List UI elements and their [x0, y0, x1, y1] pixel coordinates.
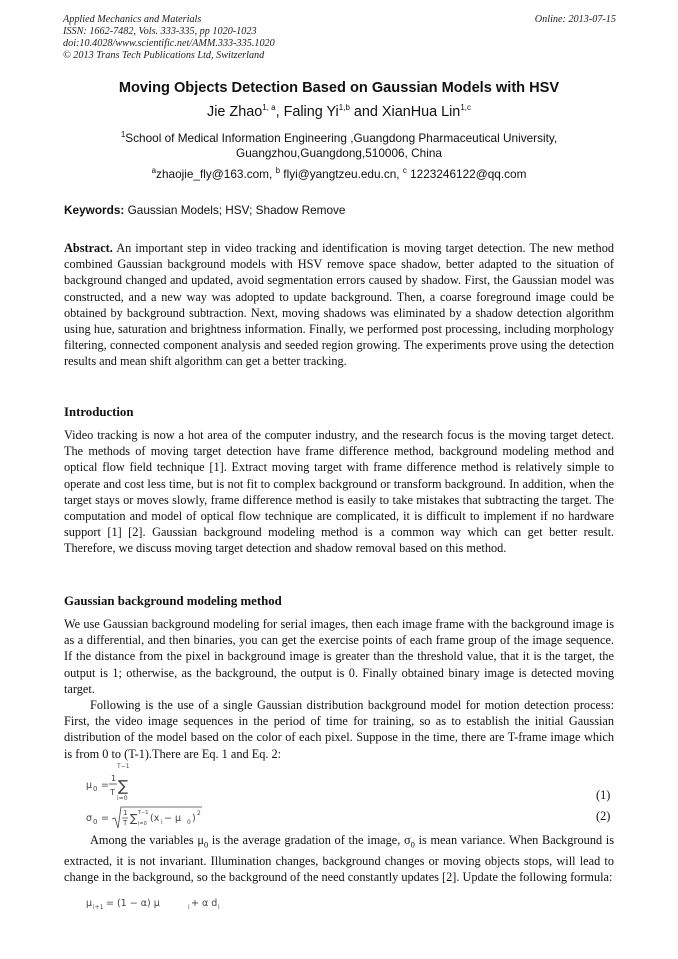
- keywords-text: Gaussian Models; HSV; Shadow Remove: [124, 203, 346, 217]
- eq3-mu: μ: [86, 898, 93, 909]
- journal-doi: doi:10.4028/www.scientific.net/AMM.333-335.1020: [63, 38, 275, 49]
- keywords: [64, 203, 614, 217]
- paper-title: Moving Objects Detection Based on Gaussian Models with HSV: [118, 80, 560, 96]
- eq1-equals: =: [101, 780, 109, 791]
- eq2-sub-0: 0: [187, 819, 191, 826]
- eq2-sub-i: i: [161, 819, 163, 826]
- gaussian-paragraph-1: We use Gaussian background modeling for serial images, then each image frame with the background image is as a differential, and then binaries, you can get the exercise points of each frame group of the image sequence. If the distance from the pixel in background image is greater than the threshold value, that it is the target, the output is 1; otherwise, as the background, the output is 0. Finally obtained binary image is detected moving target.: [64, 617, 614, 696]
- p3-part-c: is mean variance. When Background is extracted, it is not invariant. Illumination changes, background changes or moving objects stops, will lead to change in the background, so the background of the need constantly updates [2]. Update the following formula:: [64, 833, 615, 884]
- author-list: [0, 104, 678, 120]
- eq2-frac-den: T: [123, 819, 128, 827]
- eq1-lower: i=0: [117, 795, 128, 802]
- equation-1-number: (1): [596, 788, 611, 802]
- equation-3: [84, 894, 244, 912]
- journal-copyright: © 2013 Trans Tech Publications Ltd, Switzerland: [63, 50, 265, 61]
- author-2: Faling Yi: [283, 104, 339, 120]
- email-c[interactable]: 1223246122@qq.com: [406, 167, 527, 181]
- p3-part-a: Among the variables μ: [90, 833, 204, 847]
- eq2-close: ): [192, 813, 196, 824]
- email-mark-c: c: [402, 166, 407, 176]
- journal-name: Applied Mechanics and Materials: [63, 14, 202, 25]
- equation-2-number: (2): [596, 809, 611, 823]
- introduction-text: Video tracking is now a hot area of the computer industry, and the research focus is the moving target detect. The methods of moving target detection have frame difference method, background modeling method and optical flow field technique [1]. Extract moving target with frame difference method is relatively simple to operate and cost less time, but is not fit to complex background or transform background. In addition, when the target stays or moves slowly, frame difference method is easily to take mistakes that subtracting the target. The computation and model of optical flow technique are complicated, it is difficult to implement if no hardware support [1] [2]. Gaussian background modeling method is a common way which can get better result. Therefore, we discuss moving target detection and shadow removal based on this method.: [64, 428, 614, 556]
- eq3-update: = (1 − α) μ: [106, 898, 160, 909]
- eq3-sub-i1: i+1: [93, 904, 104, 911]
- p3-part-b: is the average gradation of the image, σ: [208, 833, 411, 847]
- author-1: Jie Zhao: [207, 104, 263, 120]
- email-a[interactable]: zhaojie_fly@163.com,: [156, 167, 276, 181]
- affiliation-mark: 1: [120, 130, 126, 140]
- equation-2: [84, 803, 224, 833]
- equation-1: [84, 760, 174, 802]
- eq1-sub: 0: [93, 785, 98, 793]
- eq2-body: (x: [150, 813, 160, 824]
- author-sep: and: [349, 104, 382, 120]
- introduction-heading: Introduction: [64, 405, 134, 419]
- abstract-text: An important step in video tracking and identification is moving target detection. The new method combined Gaussian background models with HSV remove space shadow, better adapted to the situation of background changed and updated, avoid segmentation errors caused by shadow. First, the Gaussian model was constructed, and a new way was adopted to update background. Then, a coarse foreground image could be obtained by background subtraction. Next, moving shadows was eliminated by a shadow detection algorithm using hue, saturation and brightness information. Finally, we performed post processing, including morphology filtering, connected component analysis and seeded region growing. The experiments prove using the detection results and mean shift algorithm can get a better tracking.: [64, 241, 614, 369]
- eq3-sub-i: i: [188, 904, 190, 911]
- keywords-label: Keywords:: [64, 203, 125, 217]
- affiliation-line-2: Guangzhou,Guangdong,510006, China: [236, 146, 442, 160]
- affiliation: [80, 131, 598, 161]
- author-sep: ,: [275, 104, 284, 120]
- journal-header: [63, 14, 616, 62]
- email-b[interactable]: flyi@yangtzeu.edu.cn,: [280, 167, 403, 181]
- author-2-affil: 1,b: [338, 103, 350, 113]
- gaussian-paragraph-3: [64, 832, 614, 885]
- eq1-one: 1: [111, 774, 117, 783]
- eq2-sum-lower: i=0: [138, 821, 147, 827]
- journal-issn: ISSN: 1662-7482, Vols. 333-335, pp 1020-1023: [63, 26, 257, 37]
- gaussian-heading: Gaussian background modeling method: [64, 594, 282, 608]
- eq2-minus: − μ: [164, 813, 182, 824]
- eq2-sum-upper: T−1: [138, 810, 149, 816]
- gaussian-paragraph-2: Following is the use of a single Gaussian distribution background model for motion detection process: First, the video image sequences in the period of time for training, so as to establish the initial Gaussian distribution of the model based on the color of each pixel. Suppose in the time, there are T-frame image which is from 0 to (T-1).There are Eq. 1 and Eq. 2:: [64, 698, 614, 761]
- eq2-sigma: σ: [86, 813, 93, 824]
- p3-sub-1: 0: [203, 839, 209, 850]
- abstract: [64, 240, 614, 370]
- p3-sub-2: 0: [410, 839, 415, 850]
- eq3-sub-i2: i: [218, 904, 220, 911]
- eq1-T: T: [110, 788, 115, 797]
- affiliation-line-1: School of Medical Information Engineering ,Guangdong Pharmaceutical University,: [125, 131, 558, 145]
- email-mark-b: b: [275, 166, 281, 176]
- eq2-equals: =: [101, 813, 109, 824]
- eq1-mu: μ: [86, 780, 93, 791]
- online-date: Online: 2013-07-15: [534, 14, 616, 25]
- eq1-sum: ∑: [118, 777, 129, 795]
- author-3-affil: 1,c: [460, 103, 471, 113]
- eq2-sum: ∑: [130, 812, 138, 825]
- email-mark-a: a: [151, 166, 157, 176]
- abstract-label: Abstract.: [64, 241, 113, 255]
- author-emails: [0, 167, 678, 181]
- eq2-sub: 0: [93, 818, 98, 826]
- eq2-frac-num: 1: [123, 809, 128, 817]
- author-1-affil: 1, a: [262, 103, 276, 113]
- eq3-plus: + α d: [191, 898, 218, 909]
- author-3: XianHua Lin: [381, 104, 461, 120]
- eq1-upper: T−1: [117, 763, 130, 770]
- eq2-square: 2: [197, 810, 201, 817]
